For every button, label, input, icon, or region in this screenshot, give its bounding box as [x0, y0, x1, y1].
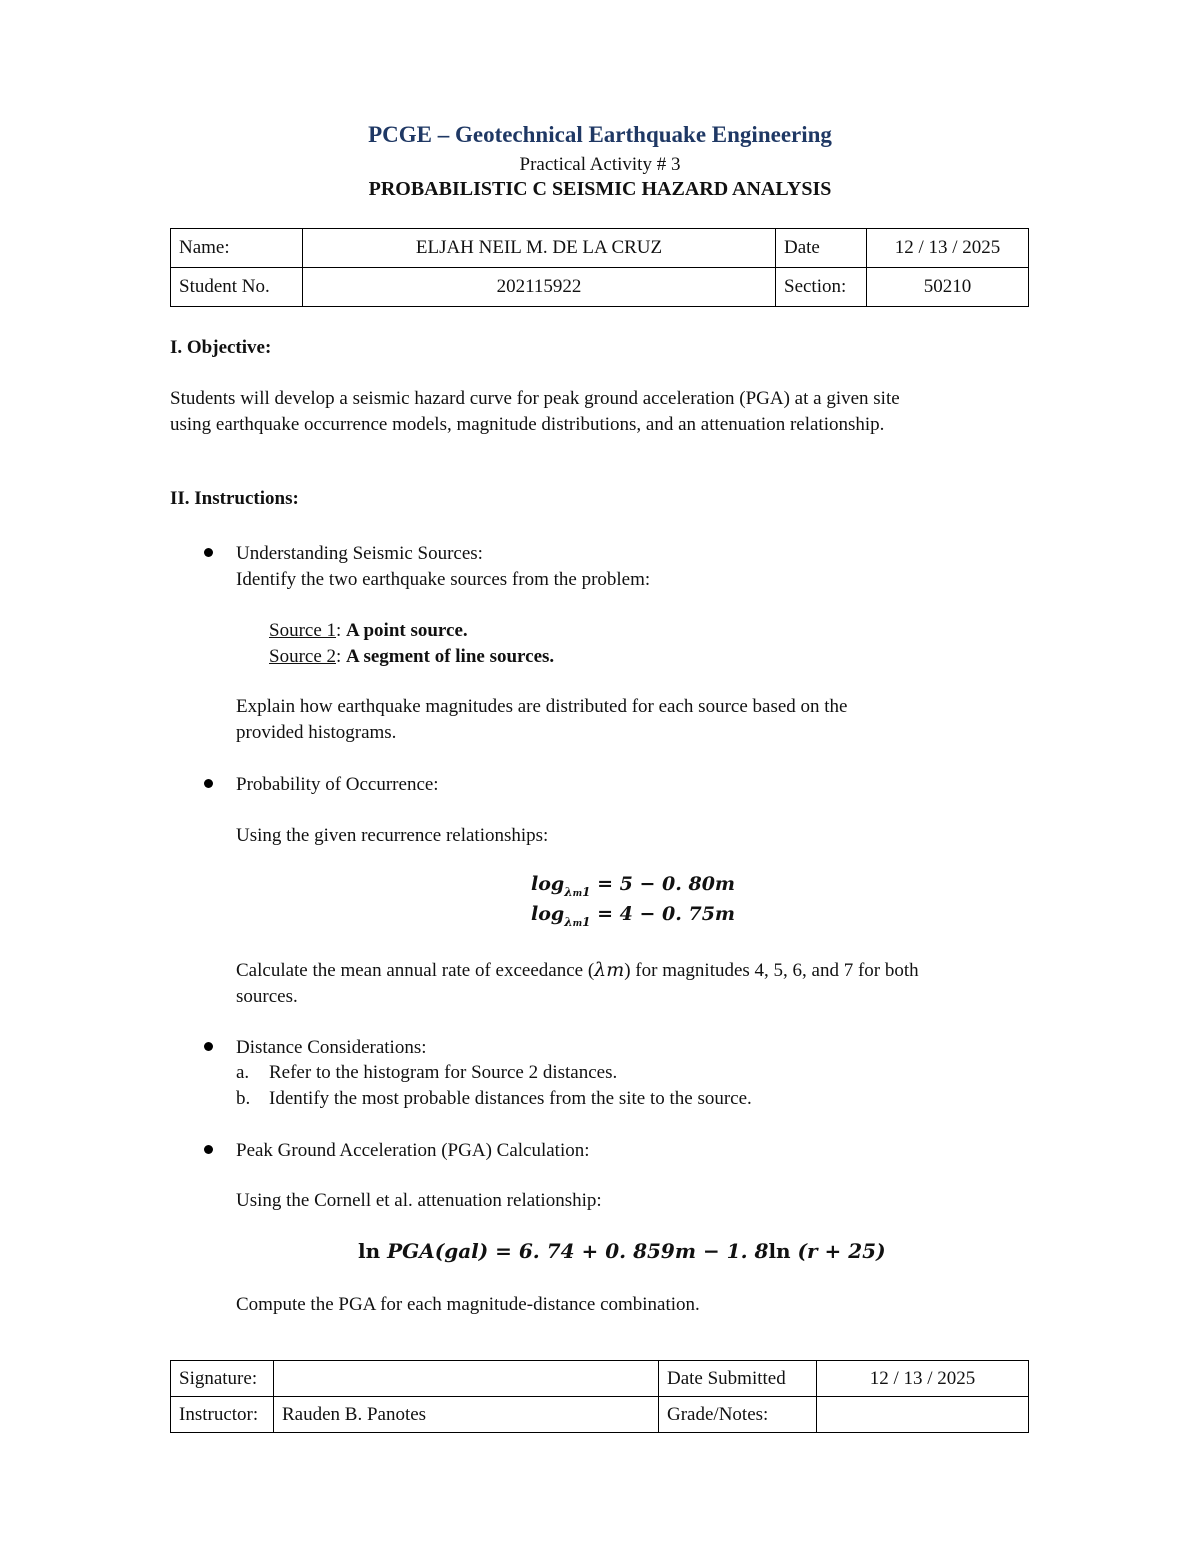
- date-submitted-value: 12 / 13 / 2025: [817, 1361, 1029, 1397]
- grade-label: Grade/Notes:: [659, 1397, 817, 1433]
- explanation-line: Explain how earthquake magnitudes are distributed for each source based on the: [236, 696, 848, 717]
- rate-line: [236, 957, 1036, 984]
- student-info-table: [170, 228, 1029, 307]
- source-2-text: A segment of line sources.: [346, 646, 555, 667]
- list-item-text: Refer to the histogram for Source 2 distances.: [269, 1062, 618, 1083]
- submission-table: [170, 1360, 1029, 1433]
- bullet-icon: [204, 548, 213, 557]
- explanation-line: provided histograms.: [236, 722, 397, 743]
- source-list: [269, 618, 554, 670]
- signature-field[interactable]: [274, 1361, 659, 1397]
- source-1-line: Source 1: A point source.: [269, 620, 468, 641]
- document-title: PCGE – Geotechnical Earthquake Engineering: [368, 122, 832, 147]
- list-item: a. Refer to the histogram for Source 2 distances.: [236, 1062, 618, 1083]
- objective-line: Students will develop a seismic hazard curve for peak ground acceleration (PGA) at a given site: [170, 388, 900, 409]
- bullet-text: Using the Cornell et al. attenuation relationship:: [236, 1190, 602, 1211]
- instructor-label: Instructor:: [171, 1397, 274, 1433]
- distance-list: [236, 1060, 752, 1112]
- source-1-label: Source 1: [269, 620, 337, 641]
- table-row: [171, 1361, 1029, 1397]
- date-value: 12 / 13 / 2025: [867, 229, 1029, 268]
- rate-line: sources.: [236, 986, 298, 1007]
- bullet-text: Identify the two earthquake sources from the problem:: [236, 569, 651, 590]
- grade-field[interactable]: [817, 1397, 1029, 1433]
- bullet-icon: [204, 1145, 213, 1154]
- bullet-icon: [204, 779, 213, 788]
- table-row: [171, 229, 1029, 268]
- source-2-label: Source 2: [269, 646, 337, 667]
- rate-instruction: [236, 957, 1036, 1010]
- activity-subtitle: Practical Activity # 3: [519, 154, 681, 175]
- equation-2-rhs: = 4 − 0. 75m: [597, 903, 736, 925]
- bullet-item-sources: [236, 541, 1036, 593]
- section-label: Section:: [776, 268, 867, 307]
- pga-equation: ln PGA(gal) = 6. 74 + 0. 859m − 1. 8ln (r + 25): [358, 1239, 886, 1263]
- instructions-heading: II. Instructions:: [170, 488, 299, 509]
- date-label: Date: [776, 229, 867, 268]
- instructor-value: Rauden B. Panotes: [274, 1397, 659, 1433]
- lambda-symbol: λm: [594, 959, 625, 981]
- sources-explanation: [236, 694, 1036, 746]
- objective-text: [170, 386, 1040, 438]
- name-value: ELJAH NEIL M. DE LA CRUZ: [303, 229, 776, 268]
- bullet-title: Understanding Seismic Sources:: [236, 543, 483, 564]
- section-value: 50210: [867, 268, 1029, 307]
- signature-label: Signature:: [171, 1361, 274, 1397]
- name-label: Name:: [171, 229, 303, 268]
- bullet-icon: [204, 1042, 213, 1051]
- bullet-text: Using the given recurrence relationships:: [236, 825, 549, 846]
- source-2-line: Source 2: A segment of line sources.: [269, 646, 555, 667]
- activity-main-title: PROBABILISTIC C SEISMIC HAZARD ANALYSIS: [368, 178, 832, 200]
- equation-1: $\log_{\lambda m1} = 5 - 0$. 80m: [531, 873, 736, 899]
- rate-text-b: ) for magnitudes 4, 5, 6, and 7 for both: [624, 960, 919, 981]
- bullet-title: Distance Considerations:: [236, 1037, 427, 1058]
- rate-text-a: Calculate the mean annual rate of exceedance (: [236, 960, 595, 981]
- student-no-label: Student No.: [171, 268, 303, 307]
- table-row: [171, 1397, 1029, 1433]
- bullet-title: Peak Ground Acceleration (PGA) Calculation:: [236, 1140, 590, 1161]
- compute-instruction: Compute the PGA for each magnitude-distance combination.: [236, 1294, 700, 1315]
- list-item: b. Identify the most probable distances from the site to the source.: [236, 1088, 752, 1109]
- source-1-text: A point source.: [346, 620, 468, 641]
- student-no-value: 202115922: [303, 268, 776, 307]
- objective-heading: I. Objective:: [170, 337, 272, 358]
- table-row: [171, 268, 1029, 307]
- equation-2: $\log_{\lambda m1} = 4 - 0$. 75m: [531, 903, 736, 929]
- list-item-text: Identify the most probable distances from the site to the source.: [269, 1088, 752, 1109]
- date-submitted-label: Date Submitted: [659, 1361, 817, 1397]
- equation-1-rhs: = 5 − 0. 80m: [597, 873, 736, 895]
- bullet-title: Probability of Occurrence:: [236, 774, 439, 795]
- objective-line: using earthquake occurrence models, magnitude distributions, and an attenuation relationship.: [170, 414, 885, 435]
